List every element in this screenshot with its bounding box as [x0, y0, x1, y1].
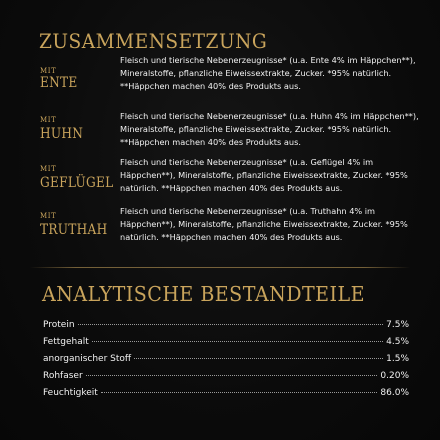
analysis-row-anorganischer-stoff [43, 354, 409, 371]
analysis-row-rohfaser [43, 371, 409, 388]
analysis-row-value: 86.0% [380, 388, 409, 398]
dot-leader [101, 392, 378, 393]
dot-leader [134, 358, 383, 359]
analysis-row-name: Protein [43, 320, 75, 330]
variant-description: Fleisch und tierische Nebenerzeugnisse* (u.a. Huhn 4% im Häppchen**), Mineralstoffe, pflanzliche Eiweissextrakte, Zucker. *95% natürlich. **Häppchen machen 40% des Produkts aus. [120, 111, 419, 148]
variant-label [40, 212, 115, 238]
analysis-row-value: 1.5% [386, 354, 409, 364]
analysis-row-name: Fettgehalt [43, 337, 89, 347]
analysis-row-value: 7.5% [386, 320, 409, 330]
variant-prefix: MIT [40, 165, 57, 173]
variant-name: ENTE [40, 75, 78, 91]
variant-label [40, 165, 122, 191]
variant-prefix: MIT [40, 67, 57, 75]
analysis-row-value: 4.5% [386, 337, 409, 347]
dot-leader [86, 375, 378, 376]
variant-prefix: MIT [40, 212, 57, 220]
composition-title: ZUSAMMENSETZUNG [39, 29, 268, 53]
analysis-row-name: Rohfaser [43, 371, 83, 381]
section-divider [30, 267, 410, 268]
analysis-title: ANALYTISCHE BESTANDTEILE [42, 282, 366, 306]
variant-label [40, 67, 82, 91]
analysis-row-value: 0.20% [380, 371, 409, 381]
variant-description: Fleisch und tierische Nebenerzeugnisse* (u.a. Ente 4% im Häppchen**), Mineralstoffe, pflanzliche Eiweissextrakte, Zucker. *95% natürlich. **Häppchen machen 40% des Produkts aus. [120, 55, 416, 92]
variant-description: Fleisch und tierische Nebenerzeugnisse* (u.a. Geflügel 4% im Häppchen**), Mineralstoffe, pflanzliche Eiweissextrakte, Zucker. *95% natürlich. **Häppchen machen 40% des Produkts aus. [120, 157, 408, 194]
variant-name: TRUTHAH [40, 222, 108, 238]
analysis-row-fettgehalt [43, 337, 409, 354]
analysis-row-name: anorganischer Stoff [43, 354, 132, 364]
dot-leader [78, 324, 384, 325]
variant-description: Fleisch und tierische Nebenerzeugnisse* (u.a. Truthahn 4% im Häppchen**), Mineralstoffe, pflanzliche Eiweissextrakte, Zucker. *95% natürlich. **Häppchen machen 40% des Produkts aus. [120, 206, 408, 243]
analysis-table [43, 320, 409, 405]
variant-label [40, 116, 88, 142]
variant-name: HUHN [40, 126, 84, 142]
variant-name: GEFLÜGEL [40, 175, 114, 191]
analysis-row-name: Feuchtigkeit [43, 388, 98, 398]
analysis-row-feuchtigkeit [43, 388, 409, 405]
dot-leader [92, 341, 383, 342]
analysis-row-protein [43, 320, 409, 337]
variant-prefix: MIT [40, 116, 57, 124]
